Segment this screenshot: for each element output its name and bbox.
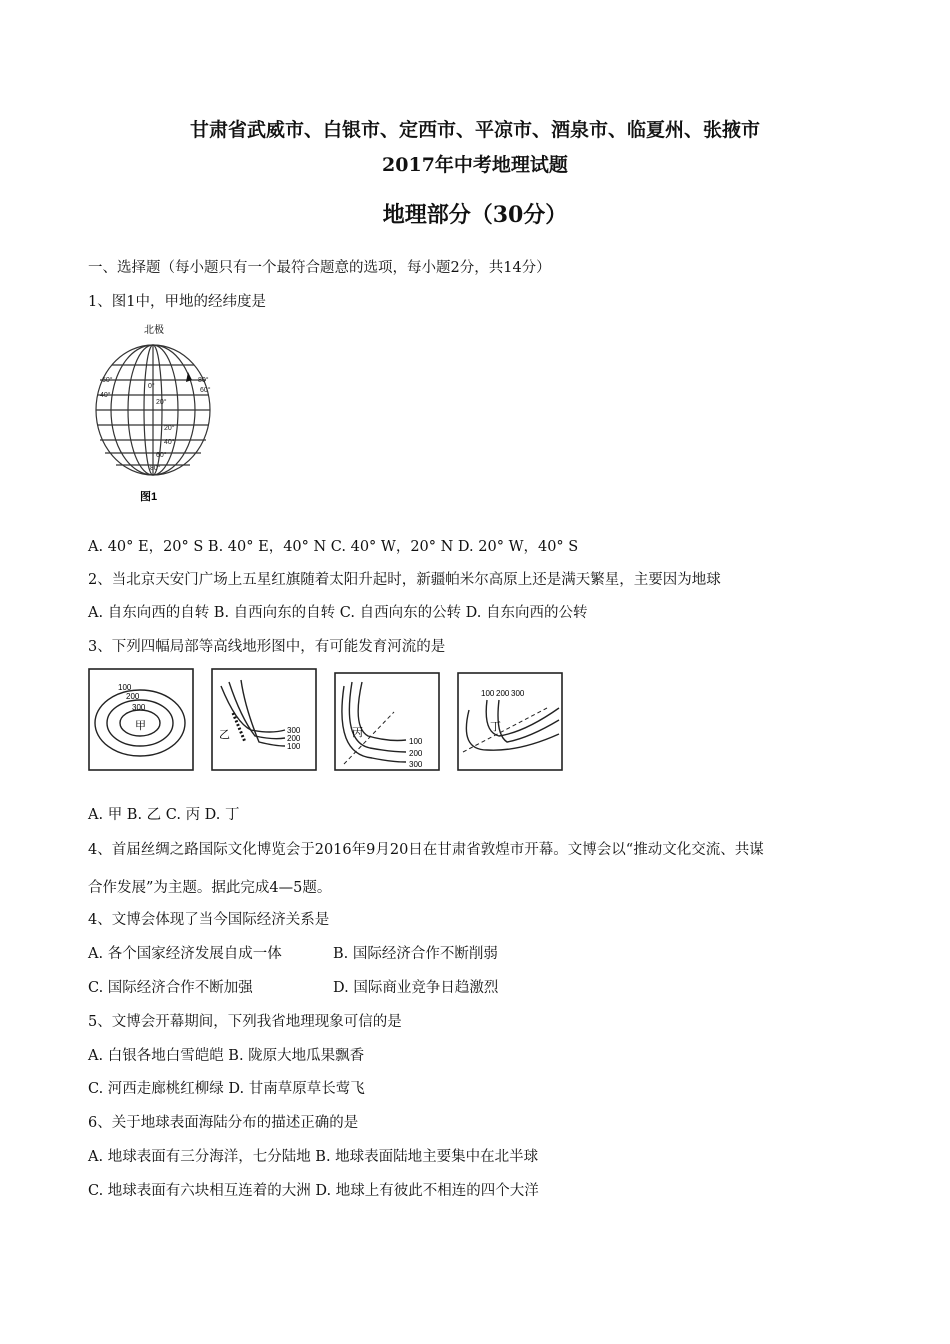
contour-map-yi — [211, 668, 317, 771]
svg-text:300: 300 — [132, 703, 146, 712]
q2-stem: 2、当北京天安门广场上五星红旗随着太阳升起时，新疆帕米尔高原上还是满天繁星，主要因为地球 — [88, 572, 721, 588]
figure-1-caption: 图1 — [140, 491, 158, 503]
material-line-1: 4、首届丝绸之路国际文化博览会于2016年9月20日在甘肃省敦煌市开幕。文博会以“推动文化交流、共谋 — [88, 842, 764, 858]
svg-text:60°: 60° — [156, 452, 167, 459]
q5-options-line-2: C. 河西走廊桃红柳绿 D. 甘南草原草长莺飞 — [88, 1081, 365, 1097]
svg-text:100: 100 — [481, 689, 495, 698]
svg-text:200: 200 — [126, 692, 140, 701]
q6-options-line-1: A. 地球表面有三分海洋，七分陆地 B. 地球表面陆地主要集中在北半球 — [88, 1149, 539, 1165]
q3-stem: 3、下列四幅局部等高线地形图中，有可能发育河流的是 — [88, 639, 446, 655]
svg-text:甲: 甲 — [135, 720, 146, 732]
svg-text:0°: 0° — [148, 383, 155, 390]
q4-stem: 4、文博会体现了当今国际经济关系是 — [88, 912, 330, 928]
svg-text:300: 300 — [287, 726, 301, 735]
title-line-1: 甘肃省武威市、白银市、定西市、平凉市、酒泉市、临夏州、张掖市 — [189, 119, 760, 141]
north-pole-label: 北极 — [144, 325, 164, 336]
q4-option-a: A. 各个国家经济发展自成一体 — [88, 946, 282, 962]
q4-option-b: B. 国际经济合作不断削弱 — [333, 946, 498, 962]
svg-text:丙: 丙 — [352, 727, 363, 739]
q6-options-line-2: C. 地球表面有六块相互连着的大洲 D. 地球上有彼此不相连的四个大洋 — [88, 1183, 539, 1199]
section-title: 地理部分（30分） — [382, 202, 568, 228]
svg-text:300: 300 — [409, 760, 423, 769]
q5-options-line-1: A. 白银各地白雪皑皑 B. 陇原大地瓜果飘香 — [88, 1048, 365, 1064]
material-line-2: 合作发展”为主题。据此完成4—5题。 — [88, 880, 332, 896]
svg-text:100: 100 — [409, 737, 423, 746]
svg-text:60°: 60° — [102, 377, 113, 384]
svg-text:40°: 40° — [164, 439, 175, 446]
title-line-2: 2017年中考地理试题 — [382, 154, 568, 176]
q6-stem: 6、关于地球表面海陆分布的描述正确的是 — [88, 1115, 359, 1131]
q3-options: A. 甲 B. 乙 C. 丙 D. 丁 — [88, 807, 240, 823]
q5-stem: 5、文博会开幕期间，下列我省地理现象可信的是 — [88, 1014, 402, 1030]
svg-text:100: 100 — [287, 742, 301, 751]
q1-options: A. 40° E，20° S B. 40° E，40° N C. 40° W，20° N D. 20° W，40° S — [88, 539, 579, 555]
svg-text:200: 200 — [496, 689, 510, 698]
q4-option-c: C. 国际经济合作不断加强 — [88, 980, 253, 996]
q4-option-d: D. 国际商业竞争日趋激烈 — [333, 980, 499, 996]
svg-text:80°: 80° — [198, 377, 209, 384]
contour-map-ding — [457, 672, 563, 772]
lat-20: 20° — [164, 425, 175, 432]
globe-figure — [88, 320, 223, 505]
svg-text:丁: 丁 — [490, 721, 501, 733]
svg-text:40°: 40° — [100, 392, 111, 399]
svg-text:20°: 20° — [156, 399, 167, 406]
part1-heading: 一、选择题（每小题只有一个最符合题意的选项，每小题2分，共14分） — [88, 260, 551, 276]
svg-text:300: 300 — [511, 689, 525, 698]
svg-text:100: 100 — [118, 683, 132, 692]
svg-text:60°: 60° — [200, 387, 211, 394]
q2-options: A. 自东向西的自转 B. 自西向东的自转 C. 自西向东的公转 D. 自东向西的公转 — [88, 605, 588, 621]
svg-text:乙: 乙 — [219, 729, 230, 741]
svg-text:200: 200 — [287, 734, 301, 743]
contour-map-bing — [334, 672, 440, 772]
svg-text:80°: 80° — [150, 465, 161, 472]
q1-stem: 1、图1中，甲地的经纬度是 — [88, 294, 266, 310]
contour-map-jia — [88, 668, 194, 771]
svg-text:200: 200 — [409, 749, 423, 758]
